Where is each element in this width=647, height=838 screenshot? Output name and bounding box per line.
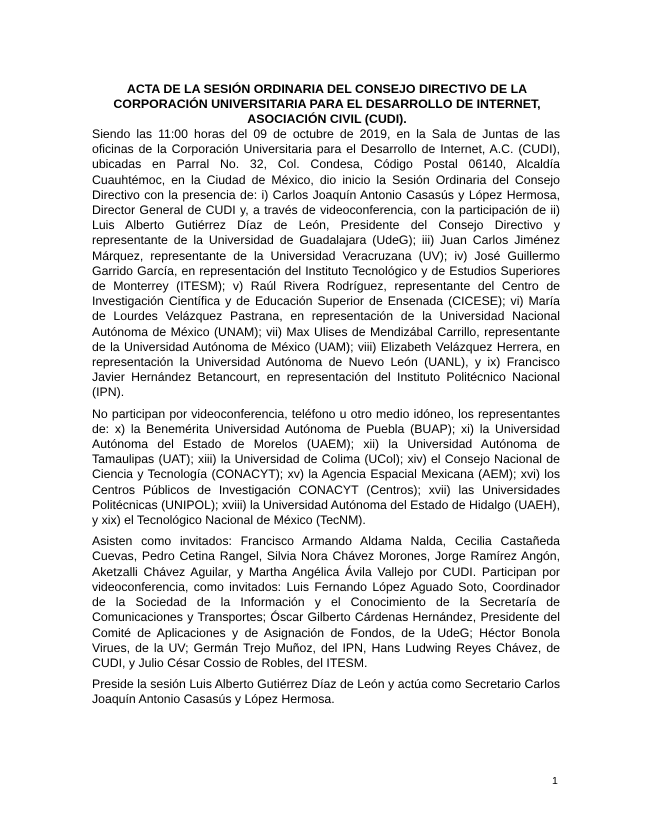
- title-line-1: ACTA DE LA SESIÓN ORDINARIA DEL CONSEJO DIRECTIVO DE LA: [126, 82, 528, 96]
- document-title: [92, 82, 562, 127]
- paragraph-attendance: Siendo las 11:00 horas del 09 de octubre de 2019, en la Sala de Juntas de las oficinas de la Corporación Universitaria para el Desarrollo de Internet, A.C. (CUDI), ubicadas en Parral No. 32, Col. Condesa, Código Postal 06140, Alcaldía Cuauhtémoc, en la Ciudad de México, dio inicio la Sesión Ordinaria del Consejo Directivo con la presencia de: i) Carlos Joaquín Antonio Casasús y López Hermosa, Director General de CUDI y, a través de videoconferencia, con la participación de ii) Luis Alberto Gutiérrez Díaz de León, Presidente del Consejo Directivo y representante de la Universidad de Guadalajara (UdeG); iii) Juan Carlos Jiménez Márquez, representante de la Universidad Veracruzana (UV); iv) José Guillermo Garrido García, en representación del Instituto Tecnológico y de Estudios Superiores de Monterrey (ITESM); v) Raúl Rivera Rodríguez, representante del Centro de Investigación Científica y de Educación Superior de Ensenada (CICESE); vi) María de Lourdes Velázquez Pastrana, en representación de la Universidad Nacional Autónoma de México (UNAM); vii) Max Ulises de Mendizábal Carrillo, representante de la Universidad Autónoma de México (UAM); viii) Elizabeth Velázquez Herrera, en representación la Universidad Autónoma de Nuevo León (UANL), y ix) Francisco Javier Hernández Betancourt, en representación del Instituto Politécnico Nacional (IPN).: [92, 127, 560, 400]
- page-number: 1: [552, 775, 558, 787]
- title-line-3: ASOCIACIÓN CIVIL (CUDI).: [247, 112, 407, 126]
- paragraph-absent: No participan por videoconferencia, teléfono u otro medio idóneo, los representantes de: x) la Benemérita Universidad Autónoma de Puebla (BUAP); xi) la Universidad Autónoma del Estado de Morelos (UAEM); xii) la Universidad Autónoma de Tamaulipas (UAT); xiii) la Universidad de Colima (UCol); xiv) el Consejo Nacional de Ciencia y Tecnología (CONACYT); xv) la Agencia Espacial Mexicana (AEM); xvi) los Centros Públicos de Investigación CONACYT (Centros); xvii) las Universidades Politécnicas (UNIPOL); xviii) la Universidad Autónoma del Estado de Hidalgo (UAEH), y xix) el Tecnológico Nacional de México (TecNM).: [92, 406, 560, 528]
- paragraph-guests: Asisten como invitados: Francisco Armando Aldama Nalda, Cecilia Castañeda Cuevas, Pedro Cetina Rangel, Silvia Nora Chávez Morones, Jorge Ramírez Angón, Aketzalli Chávez Aguilar, y Martha Angélica Ávila Vallejo por CUDI. Participan por videoconferencia, como invitados: Luis Fernando López Aguado Soto, Coordinador de la Sociedad de la Información y el Conocimiento de la Secretaría de Comunicaciones y Transportes; Óscar Gilberto Cárdenas Hernández, Presidente del Comité de Aplicaciones y de Asignación de Fondos, de la UdeG; Héctor Bonola Virues, de la UV; Germán Trejo Muñoz, del IPN, Hans Ludwing Reyes Chávez, de CUDI, y Julio César Cossio de Robles, del ITESM.: [92, 534, 560, 670]
- paragraph-presiding: Preside la sesión Luis Alberto Gutiérrez Díaz de León y actúa como Secretario Carlos Joaquín Antonio Casasús y López Hermosa.: [92, 677, 560, 707]
- title-line-2: CORPORACIÓN UNIVERSITARIA PARA EL DESARROLLO DE INTERNET,: [113, 97, 541, 111]
- document-body: [92, 127, 560, 714]
